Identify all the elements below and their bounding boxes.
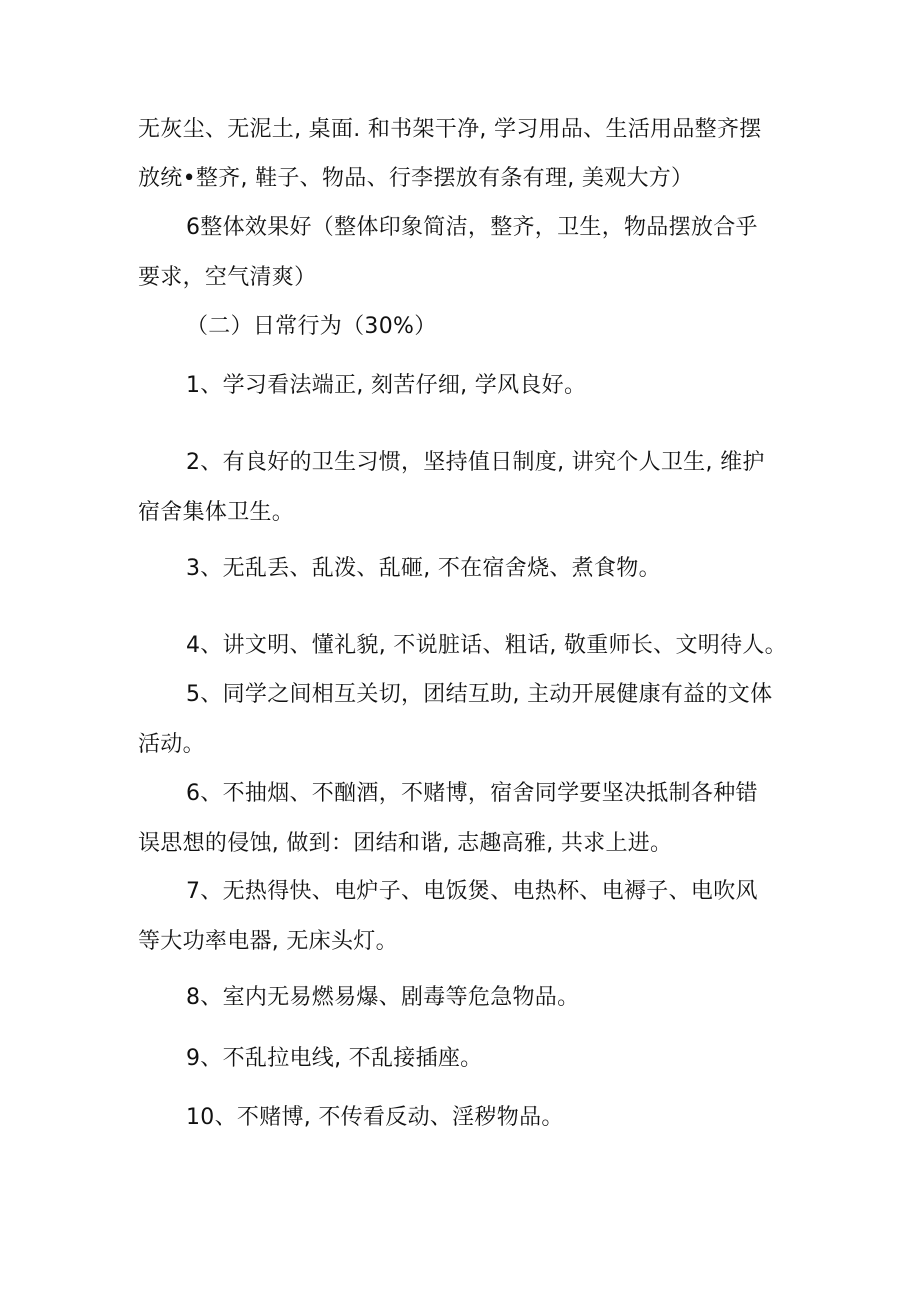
- list-item: 6、不抽烟、不酗酒，不赌博，宿舍同学要坚决抵制各种错: [186, 781, 758, 806]
- list-item: 10、不赌博, 不传看反动、淫秽物品。: [186, 1105, 564, 1130]
- text-line: 误思想的侵蚀, 做到：团结和谐, 志趣高雅, 共求上进。: [138, 831, 673, 856]
- text-line: 宿舍集体卫生。: [138, 500, 295, 525]
- section-heading: （二）日常行为（30%）: [186, 314, 437, 339]
- text-line: 6整体效果好（整体印象简洁，整齐，卫生，物品摆放合乎: [186, 215, 758, 240]
- list-item: 7、无热得快、电炉子、电饭煲、电热杯、电褥子、电吹风: [186, 879, 758, 904]
- list-item: 3、无乱丢、乱泼、乱砸, 不在宿舍烧、煮食物。: [186, 556, 661, 581]
- list-item: 8、室内无易燃易爆、剧毒等危急物品。: [186, 985, 580, 1010]
- list-item: 9、不乱拉电线, 不乱接插座。: [186, 1046, 483, 1071]
- list-item: 1、学习看法端正, 刻苦仔细, 学风良好。: [186, 373, 587, 398]
- text-line: 等大功率电器, 无床头灯。: [138, 929, 398, 954]
- text-line: 放统•整齐, 鞋子、物品、行李摆放有条有理, 美观大方）: [138, 166, 694, 191]
- list-item: 4、讲文明、懂礼貌, 不说脏话、粗话, 敬重师长、文明待人。: [186, 633, 787, 658]
- text-line: 无灰尘、无泥土, 桌面. 和书架干净, 学习用品、生活用品整齐摆: [138, 117, 762, 142]
- text-line: 要求，空气清爽）: [138, 265, 317, 290]
- list-item: 5、同学之间相互关切，团结互助, 主动开展健康有益的文体: [186, 682, 773, 707]
- text-line: 活动。: [138, 732, 205, 757]
- list-item: 2、有良好的卫生习惯，坚持值日制度, 讲究个人卫生, 维护: [186, 450, 765, 475]
